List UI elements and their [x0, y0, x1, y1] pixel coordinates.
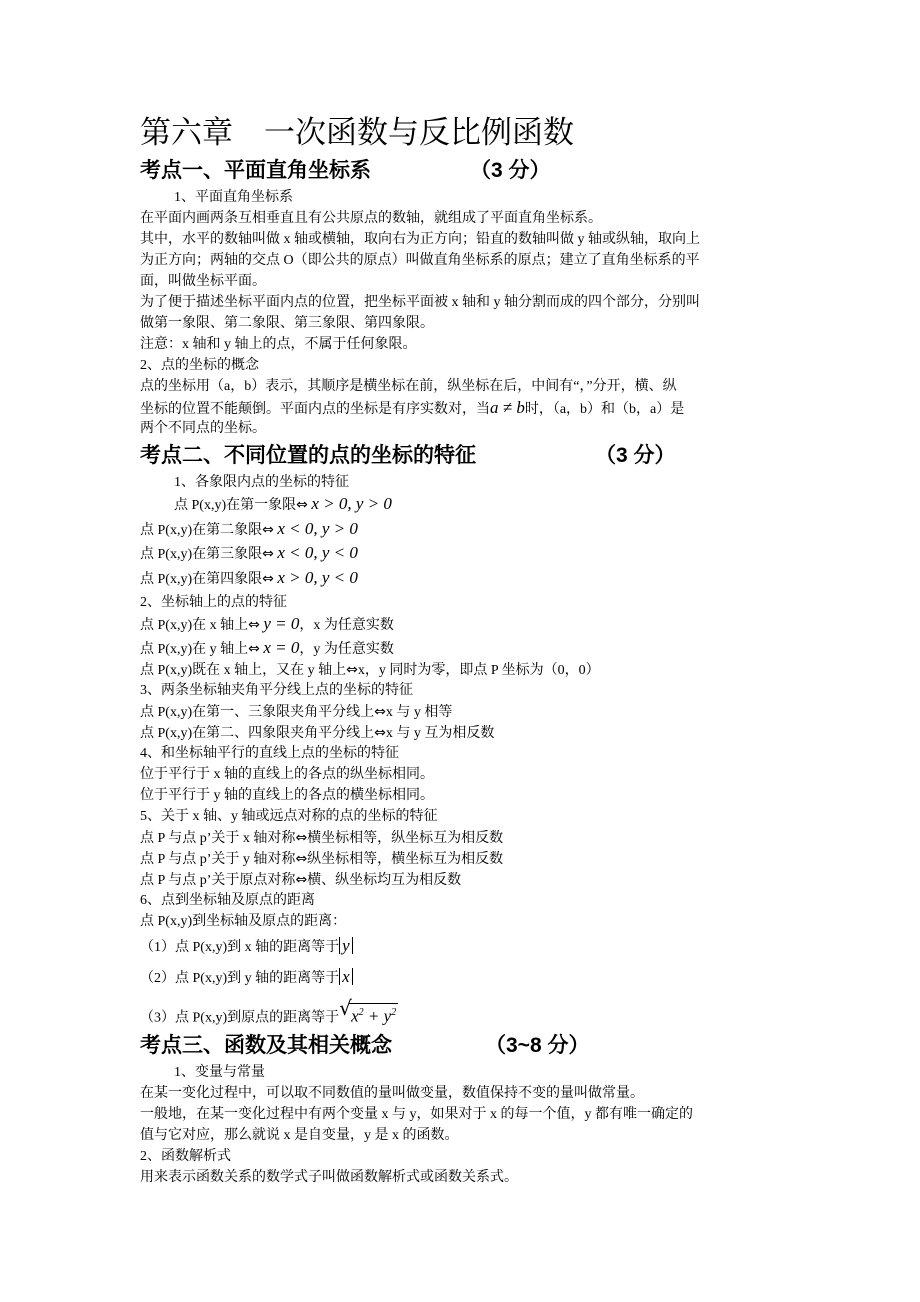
text: 时，（a，b）和（b，a）是	[524, 402, 685, 417]
paragraph-line: 点的坐标用（a，b）表示，其顺序是横坐标在前，纵坐标在后，中间有“，”分开，横、纵	[140, 379, 677, 394]
var-y: y	[383, 1006, 392, 1026]
text: （1）点 P(x,y)到 x 轴的距离等于	[140, 940, 340, 955]
subsection-title: 2、坐标轴上的点的特征	[140, 595, 287, 610]
paragraph-line: 位于平行于 x 轴的直线上的各点的纵坐标相同。	[140, 767, 434, 782]
formula-line	[140, 639, 394, 659]
subsection-title: 2、函数解析式	[140, 1149, 231, 1164]
radical-sign-icon: √	[339, 996, 352, 1020]
formula-line	[140, 661, 600, 680]
formula-line	[140, 703, 452, 722]
iff-symbol: ⇔	[262, 546, 274, 562]
subsection-title: 2、点的坐标的概念	[140, 358, 259, 373]
subsection-title: 4、和坐标轴平行的直线上点的坐标的特征	[140, 746, 399, 761]
paragraph-line: 一般地，在某一变化过程中有两个变量 x 与 y，如果对于 x 的每一个值，y 都有唯一确定的	[140, 1107, 693, 1122]
text: 点 P(x,y)在第二、四象限夹角平分线上	[140, 726, 375, 741]
text: 点 P 与点 p’关于原点对称	[140, 873, 296, 888]
paragraph-line: 为了便于描述坐标平面内点的位置，把坐标平面被 x 轴和 y 轴分割而成的四个部分，分别叫	[140, 295, 700, 310]
square-root	[339, 996, 398, 1028]
paragraph-line: 用来表示函数关系的数学式子叫做函数解析式或函数关系式。	[140, 1170, 518, 1185]
formula-line	[140, 968, 353, 988]
paragraph-line: 两个不同点的坐标。	[140, 421, 266, 436]
subsection-title: 6、点到坐标轴及原点的距离	[140, 893, 315, 908]
formula-line	[140, 569, 358, 589]
iff-symbol: ⇔	[374, 704, 386, 720]
iff-symbol: ⇔	[295, 851, 308, 867]
section-heading-3	[140, 1033, 785, 1059]
text: 点 P 与点 p’关于 y 轴对称	[140, 852, 296, 867]
section-heading-2	[140, 443, 785, 469]
paragraph-line: 位于平行于 y 轴的直线上的各点的横坐标相同。	[140, 788, 434, 803]
paragraph-line: 面，叫做坐标平面。	[140, 274, 266, 289]
formula-line	[140, 520, 358, 540]
math-expression: x > 0, y > 0	[311, 494, 392, 513]
text: ，x 为任意实数	[299, 618, 394, 633]
subsection-title: 1、各象限内点的坐标的特征	[174, 475, 349, 490]
iff-symbol: ⇔	[346, 662, 358, 678]
text: x 与 y 相等	[385, 705, 453, 720]
text: ，y 为任意实数	[299, 642, 394, 657]
formula-line	[140, 829, 503, 848]
text: 点 P(x,y)在第一象限	[174, 498, 297, 513]
text: 点 P(x,y)在第二象限	[140, 523, 263, 538]
section-heading-text: 考点三、函数及其相关概念	[140, 1034, 392, 1057]
chapter-title: 第六章 一次函数与反比例函数	[140, 115, 574, 150]
text: 纵坐标相等，横坐标互为相反数	[307, 852, 504, 867]
text: （3）点 P(x,y)到原点的距离等于	[140, 1010, 340, 1026]
absolute-value: y	[339, 937, 353, 954]
text: 点 P 与点 p’关于 x 轴对称	[140, 831, 296, 846]
formula-line	[140, 495, 392, 515]
text: 横坐标相等，纵坐标互为相反数	[307, 831, 504, 846]
paragraph-line: 其中，水平的数轴叫做 x 轴或横轴，取向右为正方向；铅直的数轴叫做 y 轴或纵轴，取向上	[140, 232, 700, 247]
subsection-title: 3、两条坐标轴夹角平分线上点的坐标的特征	[140, 683, 413, 698]
text: 坐标的位置不能颠倒。平面内点的坐标是有序实数对，当	[140, 402, 490, 417]
subsection-title: 5、关于 x 轴、y 轴或远点对称的点的坐标的特征	[140, 809, 438, 824]
formula-line	[140, 724, 494, 743]
section-points: （3 分）	[595, 444, 676, 467]
paragraph-line: 做第一象限、第二象限、第三象限、第四象限。	[140, 316, 434, 331]
iff-symbol: ⇔	[262, 522, 274, 538]
iff-symbol: ⇔	[295, 830, 308, 846]
section-heading-text: 考点二、不同位置的点的坐标的特征	[140, 444, 476, 467]
subsection-title: 1、平面直角坐标系	[174, 190, 293, 205]
plus-sign: +	[363, 1006, 384, 1026]
text: 横、纵坐标均互为相反数	[307, 873, 462, 888]
iff-symbol: ⇔	[296, 497, 308, 513]
iff-symbol: ⇔	[262, 571, 274, 587]
text: 点 P(x,y)在 x 轴上	[140, 618, 249, 633]
iff-symbol: ⇔	[248, 617, 260, 633]
paragraph-line: 值与它对应，那么就说 x 是自变量，y 是 x 的函数。	[140, 1128, 459, 1143]
text: （2）点 P(x,y)到 y 轴的距离等于	[140, 971, 340, 986]
paragraph-line	[140, 399, 684, 419]
math-expression: x < 0, y < 0	[277, 543, 358, 562]
exponent: 2	[391, 1007, 397, 1018]
paragraph-line: 为正方向；两轴的交点 O（即公共的原点）叫做直角坐标系的原点；建立了直角坐标系的平	[140, 253, 700, 268]
paragraph-line: 在平面内画两条互相垂直且有公共原点的数轴，就组成了平面直角坐标系。	[140, 211, 602, 226]
math-expression: x > 0, y < 0	[277, 568, 358, 587]
text: x 与 y 互为相反数	[385, 726, 495, 741]
formula-line	[140, 544, 358, 564]
math-expression: x = 0	[263, 638, 300, 657]
formula-line	[140, 871, 461, 890]
formula-line	[140, 850, 503, 869]
iff-symbol: ⇔	[374, 725, 386, 741]
text: x，y 同时为零，即点 P 坐标为（0，0）	[357, 663, 600, 678]
section-points: （3 分）	[470, 159, 551, 182]
paragraph-line: 在某一变化过程中，可以取不同数值的量叫做变量，数值保持不变的量叫做常量。	[140, 1086, 644, 1101]
var-x: x	[351, 1006, 359, 1026]
formula-line	[140, 615, 394, 635]
section-heading-1	[140, 158, 785, 184]
section-points: （3~8 分）	[485, 1034, 590, 1057]
text: 点 P(x,y)在第四象限	[140, 572, 263, 587]
formula-line	[140, 937, 353, 957]
note-line: 注意：x 轴和 y 轴上的点，不属于任何象限。	[140, 337, 417, 352]
iff-symbol: ⇔	[295, 872, 308, 888]
text: 点 P(x,y)在第一、三象限夹角平分线上	[140, 705, 375, 720]
text: 点 P(x,y)在 y 轴上	[140, 642, 249, 657]
math-expression: a ≠ b	[490, 398, 525, 417]
paragraph-line: 点 P(x,y)到坐标轴及原点的距离：	[140, 914, 347, 929]
exponent: 2	[358, 1007, 364, 1018]
absolute-value: x	[339, 968, 353, 985]
formula-line	[140, 996, 398, 1028]
text: 点 P(x,y)既在 x 轴上，又在 y 轴上	[140, 663, 347, 678]
iff-symbol: ⇔	[248, 641, 260, 657]
subsection-title: 1、变量与常量	[174, 1065, 265, 1080]
text: 点 P(x,y)在第三象限	[140, 547, 263, 562]
math-expression: y = 0	[263, 614, 300, 633]
section-heading-text: 考点一、平面直角坐标系	[140, 159, 371, 182]
math-expression: x < 0, y > 0	[277, 519, 358, 538]
